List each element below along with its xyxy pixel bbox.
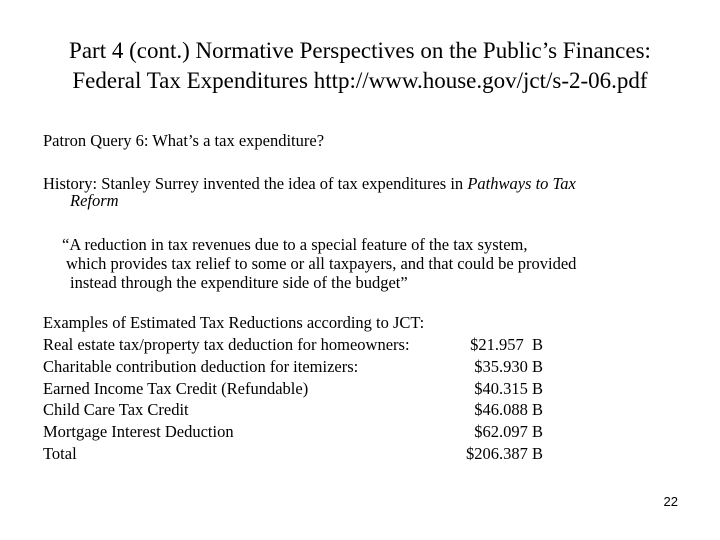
quote-line-3: instead through the expenditure side of the budget” [70, 273, 408, 292]
row-label: Total [43, 444, 77, 463]
row-label: Charitable contribution deduction for itemizers: [43, 357, 359, 376]
row-value: $62.097 B [474, 422, 543, 441]
quote-line-2: which provides tax relief to some or all taxpayers, and that could be provided [66, 254, 577, 273]
table-row [43, 399, 543, 421]
row-value: $21.957 B [470, 335, 543, 354]
row-value: $46.088 B [474, 400, 543, 419]
slide-title-line-2: Federal Tax Expenditures http://www.house.gov/jct/s-2-06.pdf [72, 68, 648, 93]
history-text: History: Stanley Surrey invented the idea of tax expenditures in [43, 174, 468, 193]
row-label: Mortgage Interest Deduction [43, 422, 234, 441]
history-line-2 [70, 191, 119, 210]
book-title-part-1: Pathways to Tax [467, 174, 576, 193]
row-label: Earned Income Tax Credit (Refundable) [43, 379, 309, 398]
history-line-1 [43, 174, 576, 193]
examples-heading: Examples of Estimated Tax Reductions according to JCT: [43, 313, 425, 332]
page-number: 22 [663, 494, 678, 509]
table-row [43, 356, 543, 378]
table-row [43, 421, 543, 443]
row-value: $40.315 B [474, 379, 543, 398]
row-label: Child Care Tax Credit [43, 400, 189, 419]
table-row [43, 378, 543, 400]
slide-title-line-1: Part 4 (cont.) Normative Perspectives on the Public’s Finances: [69, 38, 651, 63]
patron-query: Patron Query 6: What’s a tax expenditure? [43, 131, 325, 150]
row-value: $206.387 B [465, 444, 543, 463]
quote-line-1: “A reduction in tax revenues due to a special feature of the tax system, [62, 235, 528, 254]
row-label: Real estate tax/property tax deduction for homeowners: [43, 335, 410, 354]
table-row [43, 334, 543, 356]
row-value: $35.930 B [474, 357, 543, 376]
table-row-total [43, 443, 543, 465]
book-title-part-2: Reform [70, 191, 119, 210]
